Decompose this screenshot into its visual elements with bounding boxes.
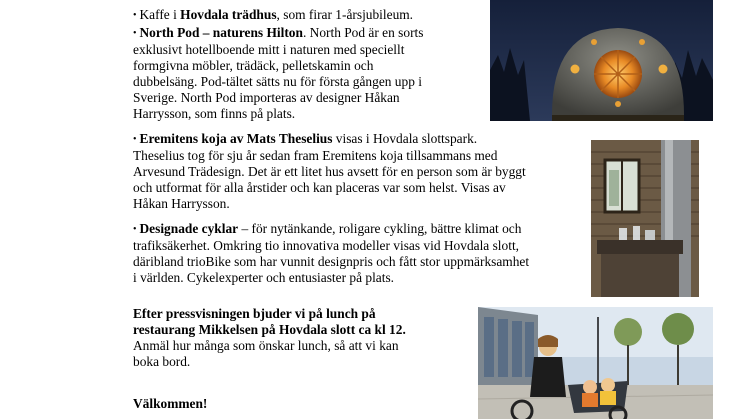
triobike-photo xyxy=(478,307,713,419)
eremitens-koja-photo xyxy=(591,140,699,297)
item-north-pod-post: . North Pod är en sorts xyxy=(302,25,424,40)
item-north-pod-line: formgivna möbler, trädäck, pelletskamin och xyxy=(133,57,374,73)
lunch-line: Anmäl hur många som önskar lunch, så att vi kan xyxy=(133,337,399,353)
bullet: • xyxy=(133,10,137,21)
item-north-pod xyxy=(133,25,423,121)
item-cyklar-bold: Designade cyklar xyxy=(139,221,239,236)
welcome-bold: Välkommen! xyxy=(133,396,208,411)
item-kaffe-post: , som firar 1-årsjubileum. xyxy=(276,7,414,22)
item-eremitens-post: visas i Hovdala slottspark. xyxy=(332,131,478,146)
bullet: • xyxy=(133,134,137,145)
item-eremitens-bold: Eremitens koja av Mats Theselius xyxy=(139,131,333,146)
lunch-bold-line: restaurang Mikkelsen på Hovdala slott ca kl 12. xyxy=(133,321,406,337)
item-north-pod-line: Harrysson, som finns på plats. xyxy=(133,105,296,121)
item-kaffe-bold: Hovdala trädhus xyxy=(180,7,277,22)
item-eremitens-line: Håkan Harrysson. xyxy=(133,195,230,211)
bullet: • xyxy=(133,28,137,39)
item-north-pod-line: dubbelsäng. Pod-tältet sätts nu för första gången upp i xyxy=(133,73,422,89)
item-north-pod-line: Sverige. North Pod importeras av designer Håkan xyxy=(133,89,400,105)
welcome-text xyxy=(133,396,207,412)
lunch-bold-line: Efter pressvisningen bjuder vi på lunch på xyxy=(133,306,376,321)
item-eremitens-line: och utformat för alla årstider och kan placeras var som helst. Visas av xyxy=(133,179,506,195)
item-eremitens-koja xyxy=(133,131,526,212)
north-pod-photo xyxy=(490,0,713,121)
lunch-line: boka bord. xyxy=(133,353,191,369)
item-cyklar-post: – för nytänkande, roligare cykling, bättre klimat och xyxy=(238,221,522,236)
item-cyklar-line: däribland trioBike som har vunnit designpris och fått stor uppmärksamhet xyxy=(133,253,530,269)
item-kaffe-pre: Kaffe i xyxy=(139,7,181,22)
item-cyklar-line: i världen. Cykelexperter och entusiaster på plats. xyxy=(133,269,395,285)
item-cyklar xyxy=(133,221,529,286)
item-eremitens-line: Arvesund Trädesign. Det är ett litet hus avsett för en person som är byggt xyxy=(133,163,526,179)
item-eremitens-line: Theselius tog för sju år sedan fram Eremitens koja tillsammans med xyxy=(133,147,498,163)
item-north-pod-line: exklusivt hotellboende mitt i naturen med speciellt xyxy=(133,41,405,57)
lunch-section xyxy=(133,306,406,370)
item-cyklar-line: trafiksäkerhet. Omkring tio innovativa modeller visas vid Hovdala slott, xyxy=(133,237,520,253)
bullet: • xyxy=(133,224,137,235)
item-kaffe xyxy=(133,7,413,24)
item-north-pod-bold: North Pod – naturens Hilton xyxy=(139,25,303,40)
